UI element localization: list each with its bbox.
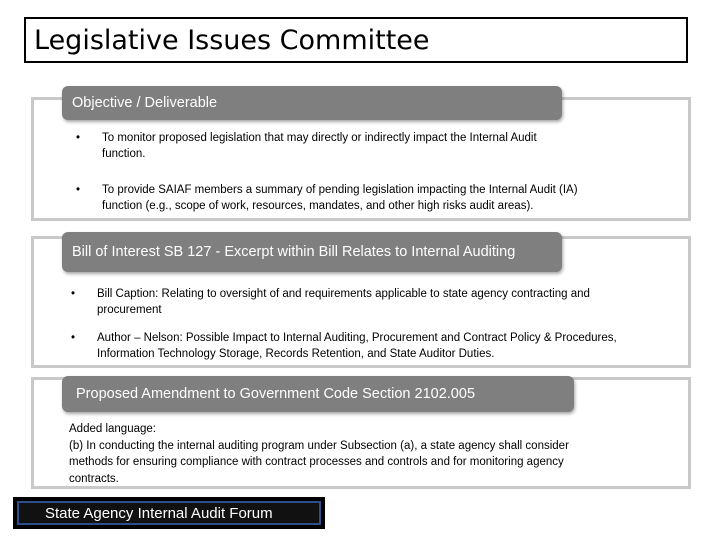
- list-item-text: function.: [102, 148, 146, 160]
- amendment-line: (b) In conducting the internal auditing program under Subsection (a), a state agency shall consider: [69, 439, 569, 452]
- list-item-text: function (e.g., scope of work, resources, mandates, and other high risks audit areas).: [102, 200, 534, 212]
- amendment-header: Proposed Amendment to Government Code Section 2102.005: [62, 376, 574, 412]
- bullet-icon: •: [71, 332, 76, 344]
- list-item: [71, 286, 686, 320]
- bullet-icon: •: [76, 184, 81, 196]
- page-title: Legislative Issues Committee: [24, 17, 688, 63]
- list-item: [71, 330, 686, 364]
- list-item-text: procurement: [97, 304, 162, 316]
- bullet-icon: •: [76, 132, 81, 144]
- objective-header: Objective / Deliverable: [62, 86, 562, 120]
- list-item: [76, 182, 676, 216]
- amendment-line: Added language:: [69, 423, 156, 435]
- amendment-line: methods for ensuring compliance with contract processes and controls and for monitoring agency: [69, 456, 564, 468]
- amendment-text: [69, 421, 684, 487]
- list-item-text: Information Technology Storage, Records Retention, and State Auditor Duties.: [97, 348, 495, 360]
- footer-badge: [13, 497, 325, 529]
- bullet-icon: •: [71, 288, 76, 300]
- list-item-text: Bill Caption: Relating to oversight of and requirements applicable to state agency contracting and: [97, 288, 590, 300]
- list-item: [76, 130, 676, 164]
- amendment-line: contracts.: [69, 472, 119, 485]
- list-item-text: Author – Nelson: Possible Impact to Internal Auditing, Procurement and Contract Policy & Procedures,: [97, 332, 617, 344]
- list-item-text: To provide SAIAF members a summary of pending legislation impacting the Internal Audit (IA): [102, 184, 578, 196]
- footer-label: State Agency Internal Audit Forum: [17, 501, 321, 525]
- list-item-text: To monitor proposed legislation that may directly or indirectly impact the Internal Audit: [102, 132, 537, 144]
- bill-header: Bill of Interest SB 127 - Excerpt within Bill Relates to Internal Auditing: [62, 232, 562, 272]
